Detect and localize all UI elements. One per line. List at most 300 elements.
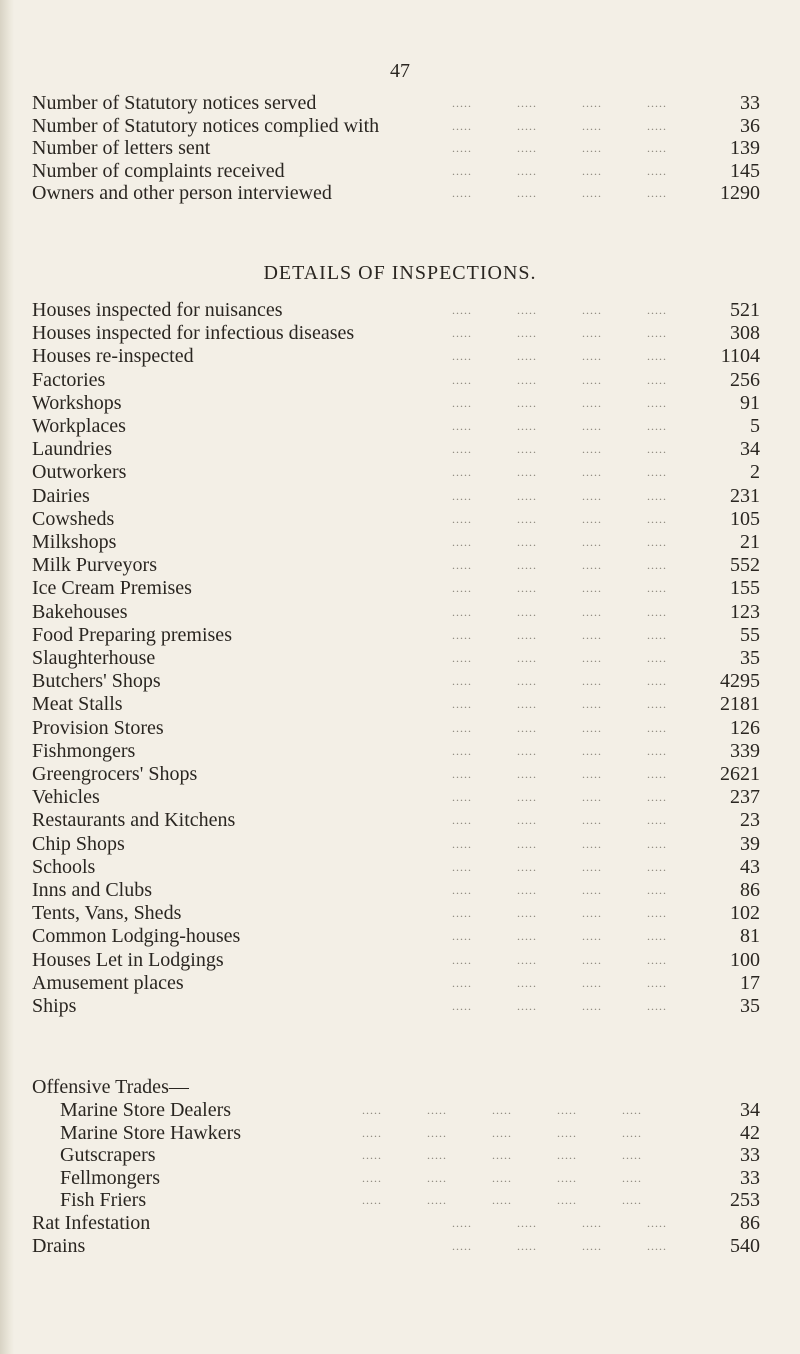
page-number: 47 [390, 60, 410, 82]
leader-dots: ..... [452, 697, 472, 712]
row-label: Meat Stalls [32, 693, 123, 716]
row-label: Gutscrapers [60, 1144, 156, 1166]
leader-dots: ..... [647, 326, 667, 341]
leader-dots: ..... [622, 1103, 642, 1117]
row-value: 123 [730, 600, 760, 623]
leader-dots: ..... [517, 118, 537, 133]
ledger-row [32, 717, 760, 739]
ledger-row [32, 902, 760, 924]
leader-dots: ..... [517, 419, 537, 433]
leader-dots: ..... [452, 163, 472, 178]
row-value: 33 [740, 1166, 760, 1189]
leader-dots: ..... [582, 349, 602, 364]
row-label: Marine Store Dealers [60, 1099, 232, 1121]
row-value: 33 [740, 1144, 760, 1166]
row-value: 126 [730, 716, 760, 739]
ledger-row [32, 1122, 760, 1144]
leader-dots: ..... [582, 952, 602, 967]
ledger-row [32, 577, 760, 599]
leader-dots: ..... [362, 1148, 382, 1162]
row-label: Cowsheds [32, 507, 115, 530]
leader-dots: ..... [452, 581, 472, 596]
leader-dots: ..... [582, 163, 602, 178]
leader-dots: ..... [647, 511, 667, 526]
row-value: 17 [740, 971, 760, 994]
leader-dots: ..... [582, 442, 602, 457]
leader-dots: ..... [452, 558, 472, 573]
row-label: Bakehouses [32, 600, 128, 623]
leader-dots: ..... [582, 720, 602, 735]
leader-dots: ..... [647, 141, 667, 155]
leader-dots: ..... [582, 141, 602, 155]
ledger-row [32, 670, 760, 692]
ledger-row [32, 392, 760, 414]
row-value: 33 [740, 92, 760, 114]
row-value: 1104 [720, 345, 760, 368]
row-label: Outworkers [32, 461, 127, 484]
leader-dots: ..... [582, 186, 602, 200]
leader-dots: ..... [647, 975, 667, 990]
ledger-row [32, 92, 760, 114]
leader-dots: ..... [517, 651, 537, 665]
row-value: 1290 [720, 182, 760, 204]
leader-dots: ..... [582, 697, 602, 712]
leader-dots: ..... [517, 395, 537, 410]
leader-dots: ..... [647, 442, 667, 457]
leader-dots: ..... [647, 952, 667, 967]
leader-dots: ..... [452, 767, 472, 781]
leader-dots: ..... [452, 906, 472, 921]
leader-dots: ..... [517, 465, 537, 480]
leader-dots: ..... [647, 488, 667, 503]
ledger-row [32, 949, 760, 971]
row-label: Owners and other person interviewed [32, 182, 332, 204]
leader-dots: ..... [582, 535, 602, 549]
row-label: Provision Stores [32, 716, 164, 739]
leader-dots: ..... [517, 790, 537, 805]
leader-dots: ..... [427, 1103, 447, 1117]
leader-dots: ..... [452, 975, 472, 990]
leader-dots: ..... [452, 326, 472, 341]
leader-dots: ..... [517, 372, 537, 387]
row-value: 237 [730, 786, 760, 809]
row-label: Houses re-inspected [32, 345, 194, 368]
leader-dots: ..... [517, 859, 537, 874]
leader-dots: ..... [517, 163, 537, 178]
leader-dots: ..... [582, 96, 602, 110]
ledger-row [32, 1189, 760, 1211]
row-value: 253 [730, 1189, 760, 1211]
ledger-row [32, 415, 760, 437]
ledger-row [32, 856, 760, 878]
ledger-row [32, 972, 760, 994]
leader-dots: ..... [517, 929, 537, 944]
leader-dots: ..... [647, 604, 667, 619]
leader-dots: ..... [647, 581, 667, 596]
leader-dots: ..... [582, 118, 602, 133]
leader-dots: ..... [647, 465, 667, 480]
leader-dots: ..... [427, 1170, 447, 1185]
row-label: Number of Statutory notices served [32, 92, 317, 114]
leader-dots: ..... [517, 349, 537, 364]
leader-dots: ..... [647, 535, 667, 549]
ledger-row [32, 879, 760, 901]
row-label: Tents, Vans, Sheds [32, 902, 182, 925]
leader-dots: ..... [517, 906, 537, 921]
ledger-row [32, 809, 760, 831]
leader-dots: ..... [582, 790, 602, 805]
row-value: 2181 [720, 693, 760, 716]
leader-dots: ..... [647, 118, 667, 133]
leader-dots: ..... [582, 488, 602, 503]
ledger-row [32, 1212, 760, 1234]
row-value: 256 [730, 368, 760, 391]
row-value: 100 [730, 948, 760, 971]
leader-dots: ..... [557, 1170, 577, 1185]
row-label: Schools [32, 855, 96, 878]
leader-dots: ..... [582, 836, 602, 851]
row-value: 2 [750, 461, 760, 484]
ledger-row [32, 461, 760, 483]
row-value: 34 [740, 438, 760, 461]
leader-dots: ..... [517, 674, 537, 689]
ledger-row [32, 369, 760, 391]
leader-dots: ..... [517, 767, 537, 781]
leader-dots: ..... [582, 651, 602, 665]
row-value: 521 [730, 299, 760, 321]
leader-dots: ..... [557, 1148, 577, 1162]
leader-dots: ..... [517, 488, 537, 503]
row-label: Fellmongers [60, 1166, 160, 1189]
leader-dots: ..... [452, 186, 472, 200]
leader-dots: ..... [362, 1103, 382, 1117]
row-label: Restaurants and Kitchens [32, 809, 236, 832]
offensive-trades-label: Offensive Trades— [32, 1076, 189, 1098]
leader-dots: ..... [647, 790, 667, 805]
leader-dots: ..... [452, 999, 472, 1013]
leader-dots: ..... [582, 326, 602, 341]
ledger-row [32, 531, 760, 553]
row-label: Ships [32, 995, 77, 1017]
row-value: 39 [740, 832, 760, 855]
leader-dots: ..... [362, 1125, 382, 1140]
leader-dots: ..... [647, 1216, 667, 1230]
leader-dots: ..... [452, 349, 472, 364]
row-label: Food Preparing premises [32, 623, 232, 646]
leader-dots: ..... [452, 859, 472, 874]
ledger-row [32, 115, 760, 137]
leader-dots: ..... [647, 674, 667, 689]
leader-dots: ..... [517, 975, 537, 990]
leader-dots: ..... [647, 96, 667, 110]
leader-dots: ..... [452, 627, 472, 642]
leader-dots: ..... [647, 720, 667, 735]
leader-dots: ..... [452, 790, 472, 805]
leader-dots: ..... [557, 1103, 577, 1117]
leader-dots: ..... [582, 999, 602, 1013]
leader-dots: ..... [622, 1148, 642, 1162]
leader-dots: ..... [362, 1193, 382, 1207]
row-value: 5 [750, 415, 760, 437]
ledger-row [32, 485, 760, 507]
leader-dots: ..... [452, 395, 472, 410]
leader-dots: ..... [492, 1170, 512, 1185]
leader-dots: ..... [452, 303, 472, 317]
leader-dots: ..... [517, 535, 537, 549]
row-value: 91 [740, 391, 760, 414]
leader-dots: ..... [557, 1125, 577, 1140]
ledger-row [32, 299, 760, 321]
leader-dots: ..... [517, 558, 537, 573]
row-value: 21 [740, 531, 760, 553]
leader-dots: ..... [452, 813, 472, 828]
leader-dots: ..... [517, 836, 537, 851]
leader-dots: ..... [492, 1193, 512, 1207]
row-value: 339 [730, 739, 760, 762]
leader-dots: ..... [647, 906, 667, 921]
leader-dots: ..... [452, 511, 472, 526]
leader-dots: ..... [452, 488, 472, 503]
leader-dots: ..... [517, 883, 537, 897]
leader-dots: ..... [647, 372, 667, 387]
leader-dots: ..... [647, 303, 667, 317]
leader-dots: ..... [517, 813, 537, 828]
row-label: Fishmongers [32, 739, 136, 762]
leader-dots: ..... [582, 1216, 602, 1230]
leader-dots: ..... [647, 743, 667, 758]
ledger-row [32, 1099, 760, 1121]
leader-dots: ..... [452, 1238, 472, 1253]
leader-dots: ..... [647, 163, 667, 178]
leader-dots: ..... [582, 906, 602, 921]
row-value: 231 [730, 484, 760, 507]
leader-dots: ..... [582, 767, 602, 781]
row-label: Rat Infestation [32, 1212, 151, 1234]
leader-dots: ..... [452, 372, 472, 387]
row-label: Marine Store Hawkers [60, 1121, 242, 1144]
ledger-row [32, 1167, 760, 1189]
row-value: 2621 [720, 763, 760, 785]
leader-dots: ..... [647, 929, 667, 944]
row-value: 81 [740, 925, 760, 948]
leader-dots: ..... [517, 1238, 537, 1253]
leader-dots: ..... [427, 1125, 447, 1140]
ledger-row [32, 322, 760, 344]
leader-dots: ..... [582, 975, 602, 990]
ledger-row [32, 438, 760, 460]
leader-dots: ..... [582, 395, 602, 410]
row-label: Butchers' Shops [32, 670, 161, 693]
leader-dots: ..... [647, 627, 667, 642]
row-value: 552 [730, 554, 760, 577]
leader-dots: ..... [622, 1170, 642, 1185]
row-value: 35 [740, 647, 760, 669]
leader-dots: ..... [647, 395, 667, 410]
row-label: Factories [32, 368, 106, 391]
row-value: 145 [730, 159, 760, 182]
leader-dots: ..... [452, 96, 472, 110]
row-label: Workshops [32, 391, 122, 414]
leader-dots: ..... [452, 883, 472, 897]
row-label: Number of complaints received [32, 159, 285, 182]
leader-dots: ..... [517, 96, 537, 110]
leader-dots: ..... [452, 604, 472, 619]
leader-dots: ..... [452, 743, 472, 758]
ledger-row [32, 554, 760, 576]
leader-dots: ..... [557, 1193, 577, 1207]
leader-dots: ..... [452, 720, 472, 735]
leader-dots: ..... [622, 1125, 642, 1140]
leader-dots: ..... [427, 1148, 447, 1162]
row-value: 43 [740, 855, 760, 878]
leader-dots: ..... [517, 743, 537, 758]
leader-dots: ..... [452, 952, 472, 967]
leader-dots: ..... [492, 1125, 512, 1140]
leader-dots: ..... [582, 303, 602, 317]
leader-dots: ..... [517, 720, 537, 735]
row-label: Greengrocers' Shops [32, 763, 198, 785]
row-label: Dairies [32, 484, 90, 507]
leader-dots: ..... [517, 186, 537, 200]
row-label: Laundries [32, 438, 112, 461]
row-value: 86 [740, 1212, 760, 1234]
row-value: 102 [730, 902, 760, 925]
leader-dots: ..... [582, 883, 602, 897]
leader-dots: ..... [582, 859, 602, 874]
row-label: Fish Friers [60, 1189, 147, 1211]
leader-dots: ..... [452, 1216, 472, 1230]
ledger-row [32, 1235, 760, 1257]
ledger-row [32, 763, 760, 785]
leader-dots: ..... [647, 883, 667, 897]
leader-dots: ..... [452, 929, 472, 944]
leader-dots: ..... [517, 627, 537, 642]
leader-dots: ..... [647, 836, 667, 851]
leader-dots: ..... [582, 743, 602, 758]
row-label: Inns and Clubs [32, 879, 152, 901]
row-value: 86 [740, 879, 760, 901]
row-label: Houses inspected for infectious diseases [32, 322, 355, 345]
leader-dots: ..... [452, 465, 472, 480]
leader-dots: ..... [647, 999, 667, 1013]
leader-dots: ..... [517, 141, 537, 155]
leader-dots: ..... [517, 581, 537, 596]
row-label: Number of Statutory notices complied with [32, 114, 380, 137]
leader-dots: ..... [517, 442, 537, 457]
row-label: Houses Let in Lodgings [32, 948, 224, 971]
leader-dots: ..... [647, 349, 667, 364]
leader-dots: ..... [517, 697, 537, 712]
leader-dots: ..... [492, 1103, 512, 1117]
ledger-row [32, 1144, 760, 1166]
leader-dots: ..... [582, 372, 602, 387]
row-label: Drains [32, 1234, 86, 1257]
leader-dots: ..... [452, 419, 472, 433]
leader-dots: ..... [647, 651, 667, 665]
leader-dots: ..... [492, 1148, 512, 1162]
ledger-row [32, 601, 760, 623]
row-value: 35 [740, 995, 760, 1017]
section-heading: DETAILS OF INSPECTIONS. [263, 262, 537, 284]
row-label: Workplaces [32, 415, 126, 437]
row-value: 55 [740, 623, 760, 646]
ledger-row [32, 693, 760, 715]
row-label: Milk Purveyors [32, 554, 157, 577]
row-value: 155 [730, 577, 760, 600]
leader-dots: ..... [452, 141, 472, 155]
row-label: Common Lodging-houses [32, 925, 241, 948]
ledger-row [32, 786, 760, 808]
ledger-row [32, 160, 760, 182]
leader-dots: ..... [647, 419, 667, 433]
row-label: Slaughterhouse [32, 647, 156, 669]
leader-dots: ..... [452, 118, 472, 133]
leader-dots: ..... [582, 604, 602, 619]
ledger-row [32, 925, 760, 947]
row-value: 4295 [720, 670, 760, 693]
leader-dots: ..... [582, 627, 602, 642]
leader-dots: ..... [647, 767, 667, 781]
leader-dots: ..... [647, 558, 667, 573]
row-value: 139 [730, 137, 760, 159]
leader-dots: ..... [427, 1193, 447, 1207]
row-label: Chip Shops [32, 832, 125, 855]
ledger-row [32, 995, 760, 1017]
ledger-row [32, 345, 760, 367]
row-label: Vehicles [32, 786, 100, 809]
ledger-row [32, 833, 760, 855]
leader-dots: ..... [582, 558, 602, 573]
leader-dots: ..... [582, 674, 602, 689]
ledger-row [32, 647, 760, 669]
leader-dots: ..... [582, 511, 602, 526]
ledger-row [32, 624, 760, 646]
leader-dots: ..... [647, 1238, 667, 1253]
leader-dots: ..... [647, 859, 667, 874]
leader-dots: ..... [452, 674, 472, 689]
row-label: Ice Cream Premises [32, 577, 192, 600]
leader-dots: ..... [452, 836, 472, 851]
row-label: Amusement places [32, 971, 184, 994]
leader-dots: ..... [582, 929, 602, 944]
leader-dots: ..... [517, 999, 537, 1013]
leader-dots: ..... [517, 303, 537, 317]
row-value: 23 [740, 809, 760, 832]
leader-dots: ..... [647, 697, 667, 712]
leader-dots: ..... [517, 604, 537, 619]
leader-dots: ..... [517, 1216, 537, 1230]
leader-dots: ..... [582, 465, 602, 480]
row-value: 34 [740, 1099, 760, 1121]
leader-dots: ..... [362, 1170, 382, 1185]
leader-dots: ..... [647, 186, 667, 200]
leader-dots: ..... [517, 511, 537, 526]
leader-dots: ..... [582, 813, 602, 828]
leader-dots: ..... [582, 1238, 602, 1253]
row-value: 105 [730, 507, 760, 530]
page-edge-shadow [0, 0, 14, 1354]
leader-dots: ..... [517, 326, 537, 341]
ledger-row [32, 508, 760, 530]
row-value: 36 [740, 114, 760, 137]
row-label: Number of letters sent [32, 137, 211, 159]
leader-dots: ..... [622, 1193, 642, 1207]
leader-dots: ..... [647, 813, 667, 828]
row-value: 308 [730, 322, 760, 345]
leader-dots: ..... [452, 442, 472, 457]
row-label: Milkshops [32, 531, 117, 553]
row-label: Houses inspected for nuisances [32, 299, 283, 321]
